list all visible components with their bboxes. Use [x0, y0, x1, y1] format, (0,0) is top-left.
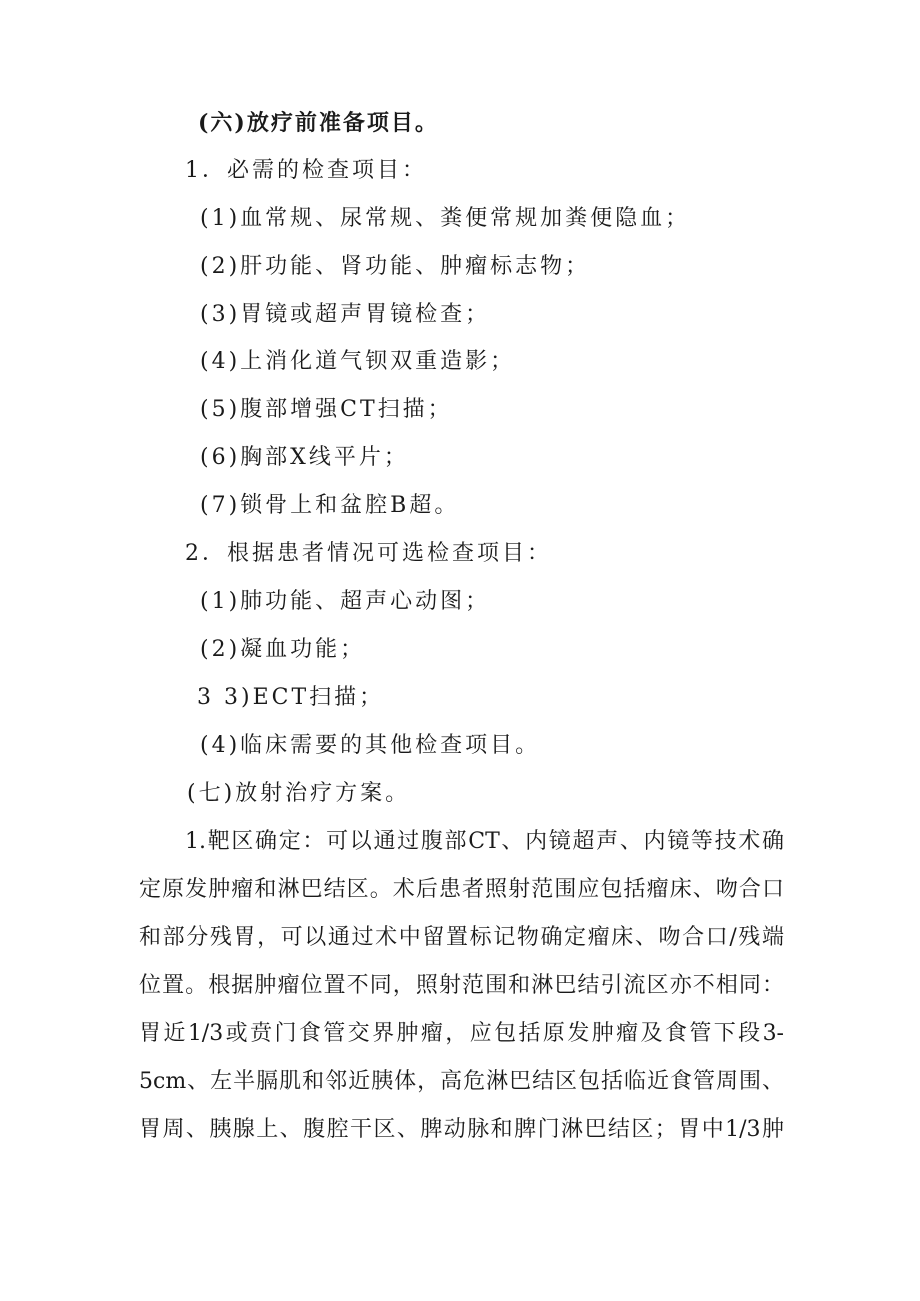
section-six-title: (六)放疗前准备项目。 [198, 110, 439, 136]
optional-item-2: (2)凝血功能； [200, 637, 366, 662]
paragraph-line-6: 5cm、左半膈肌和邻近胰体，高危淋巴结区包括临近食管周围、 [139, 1069, 784, 1094]
paragraph-line-1: 1.靶区确定：可以通过腹部CT、内镜超声、内镜等技术确 [185, 829, 784, 854]
optional-item-1: (1)肺功能、超声心动图； [200, 589, 491, 614]
paragraph-line-3: 和部分残胃，可以通过术中留置标记物确定瘤床、吻合口/残端 [139, 925, 784, 950]
paragraph-line-7: 胃周、胰腺上、腹腔干区、脾动脉和脾门淋巴结区；胃中1/3肿 [139, 1117, 784, 1142]
paragraph-line-2: 定原发肿瘤和淋巴结区。术后患者照射范围应包括瘤床、吻合口 [139, 877, 784, 902]
optional-item-3: 3 3)ECT扫描； [197, 685, 385, 710]
optional-item-4: (4)临床需要的其他检查项目。 [200, 733, 541, 758]
required-item-7: (7)锁骨上和盆腔B超。 [200, 493, 460, 518]
paragraph-line-5: 胃近1/3或贲门食管交界肿瘤，应包括原发肿瘤及食管下段3- [139, 1021, 784, 1046]
required-item-4: (4)上消化道气钡双重造影； [200, 349, 516, 374]
required-item-5: (5)腹部增强CT扫描； [200, 397, 453, 422]
required-item-2: (2)肝功能、肾功能、肿瘤标志物； [200, 254, 591, 279]
required-item-3: (3)胃镜或超声胃镜检查； [200, 302, 491, 327]
required-item-6: (6)胸部X线平片； [200, 445, 409, 470]
optional-exams-title: 2．根据患者情况可选检查项目： [185, 541, 552, 566]
section-seven-title: (七)放射治疗方案。 [187, 781, 411, 806]
paragraph-line-4: 位置。根据肿瘤位置不同，照射范围和淋巴结引流区亦不相同： [139, 973, 784, 998]
required-item-1: (1)血常规、尿常规、粪便常规加粪便隐血； [200, 206, 691, 231]
required-exams-title: 1．必需的检查项目： [185, 158, 427, 183]
